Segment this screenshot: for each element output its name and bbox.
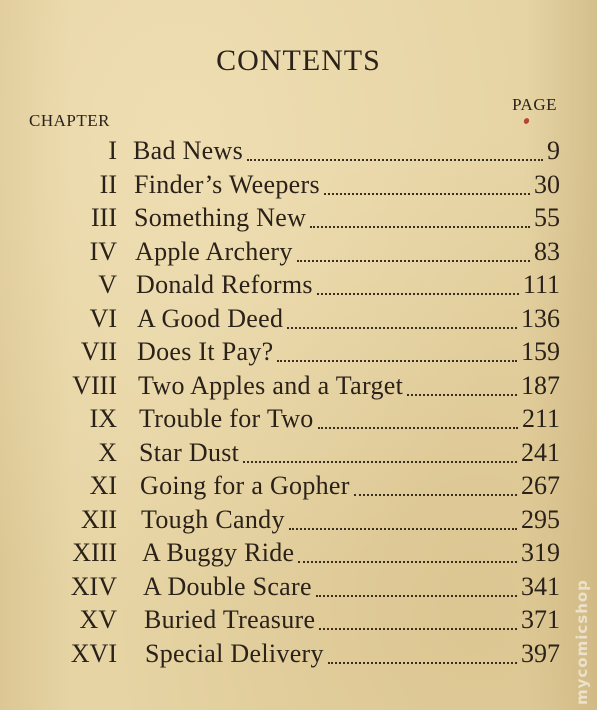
chapter-page-number: 295 [521, 504, 560, 534]
contents-entry [0, 436, 597, 470]
contents-entry [0, 268, 597, 302]
dot-leader [317, 281, 519, 295]
dot-leader [247, 147, 543, 161]
dot-leader [310, 214, 530, 228]
chapter-numeral: XIII [72, 538, 117, 567]
chapter-page-number: 397 [521, 638, 560, 668]
contents-list [0, 134, 597, 670]
chapter-title: Buried Treasure [144, 605, 316, 634]
chapter-page-number: 319 [521, 538, 560, 567]
dot-leader [328, 650, 517, 664]
contents-entry [0, 369, 597, 403]
contents-entry [0, 235, 597, 269]
dot-leader [289, 516, 517, 530]
chapter-numeral: XII [80, 504, 117, 534]
chapter-numeral: XIV [70, 571, 117, 601]
contents-entry [0, 302, 597, 336]
contents-entry [0, 134, 597, 168]
dot-leader [297, 248, 530, 262]
ink-mark [523, 117, 530, 125]
chapter-title: A Double Scare [143, 571, 312, 601]
chapter-title: Tough Candy [141, 504, 285, 534]
chapter-numeral: XI [89, 471, 117, 500]
chapter-numeral: VI [89, 303, 117, 333]
chapter-page-number: 159 [521, 337, 560, 366]
chapter-page-number: 187 [521, 370, 560, 400]
chapter-page-number: 211 [521, 404, 560, 433]
chapter-numeral: IV [89, 236, 117, 266]
chapter-page-number: 341 [521, 571, 560, 601]
chapter-numeral: VII [80, 337, 117, 366]
chapter-numeral: IX [89, 404, 117, 433]
contents-entry [0, 335, 597, 369]
dot-leader [354, 482, 517, 496]
chapter-numeral: II [99, 169, 117, 199]
chapter-title: Trouble for Two [139, 404, 314, 433]
chapter-numeral: VIII [72, 370, 117, 400]
chapter-numeral: V [98, 270, 117, 299]
chapter-title: Bad News [133, 136, 243, 165]
dot-leader [243, 449, 517, 463]
chapter-title: A Good Deed [137, 303, 284, 333]
dot-leader [298, 549, 517, 563]
chapter-page-number: 111 [522, 270, 560, 299]
contents-entry [0, 469, 597, 503]
page-column-header: PAGE [512, 95, 557, 114]
dot-leader [316, 583, 517, 597]
dot-leader [407, 382, 517, 396]
dot-leader [324, 181, 530, 195]
chapter-page-number: 30 [534, 169, 560, 199]
chapter-column-header: CHAPTER [29, 111, 110, 130]
chapter-title: A Buggy Ride [142, 538, 295, 567]
chapter-numeral: III [91, 203, 117, 232]
contents-entry [0, 503, 597, 537]
chapter-page-number: 267 [521, 471, 560, 500]
chapter-title: Special Delivery [145, 638, 324, 668]
dot-leader [319, 616, 517, 630]
chapter-title: Two Apples and a Target [138, 370, 404, 400]
chapter-page-number: 136 [521, 303, 560, 333]
dot-leader [277, 348, 517, 362]
chapter-page-number: 371 [521, 605, 560, 634]
chapter-title: Something New [134, 203, 307, 232]
contents-entry [0, 536, 597, 570]
chapter-title: Finder’s Weepers [134, 169, 320, 199]
contents-entry [0, 637, 597, 671]
chapter-title: Does It Pay? [137, 337, 274, 366]
contents-entry [0, 402, 597, 436]
contents-entry [0, 168, 597, 202]
dot-leader [318, 415, 518, 429]
chapter-numeral: X [98, 437, 117, 467]
watermark: mycomicshop [573, 579, 591, 705]
chapter-page-number: 83 [534, 236, 560, 266]
chapter-numeral: XV [79, 605, 117, 634]
chapter-numeral: XVI [70, 638, 117, 668]
contents-entry [0, 603, 597, 637]
page-title: CONTENTS [216, 44, 381, 77]
chapter-title: Going for a Gopher [140, 471, 350, 500]
chapter-title: Star Dust [139, 437, 240, 467]
chapter-numeral: I [108, 136, 117, 165]
dot-leader [287, 315, 517, 329]
chapter-page-number: 55 [534, 203, 560, 232]
chapter-title: Donald Reforms [136, 270, 313, 299]
chapter-title: Apple Archery [135, 236, 293, 266]
contents-entry [0, 570, 597, 604]
chapter-page-number: 9 [547, 136, 560, 165]
contents-entry [0, 201, 597, 235]
chapter-page-number: 241 [521, 437, 560, 467]
